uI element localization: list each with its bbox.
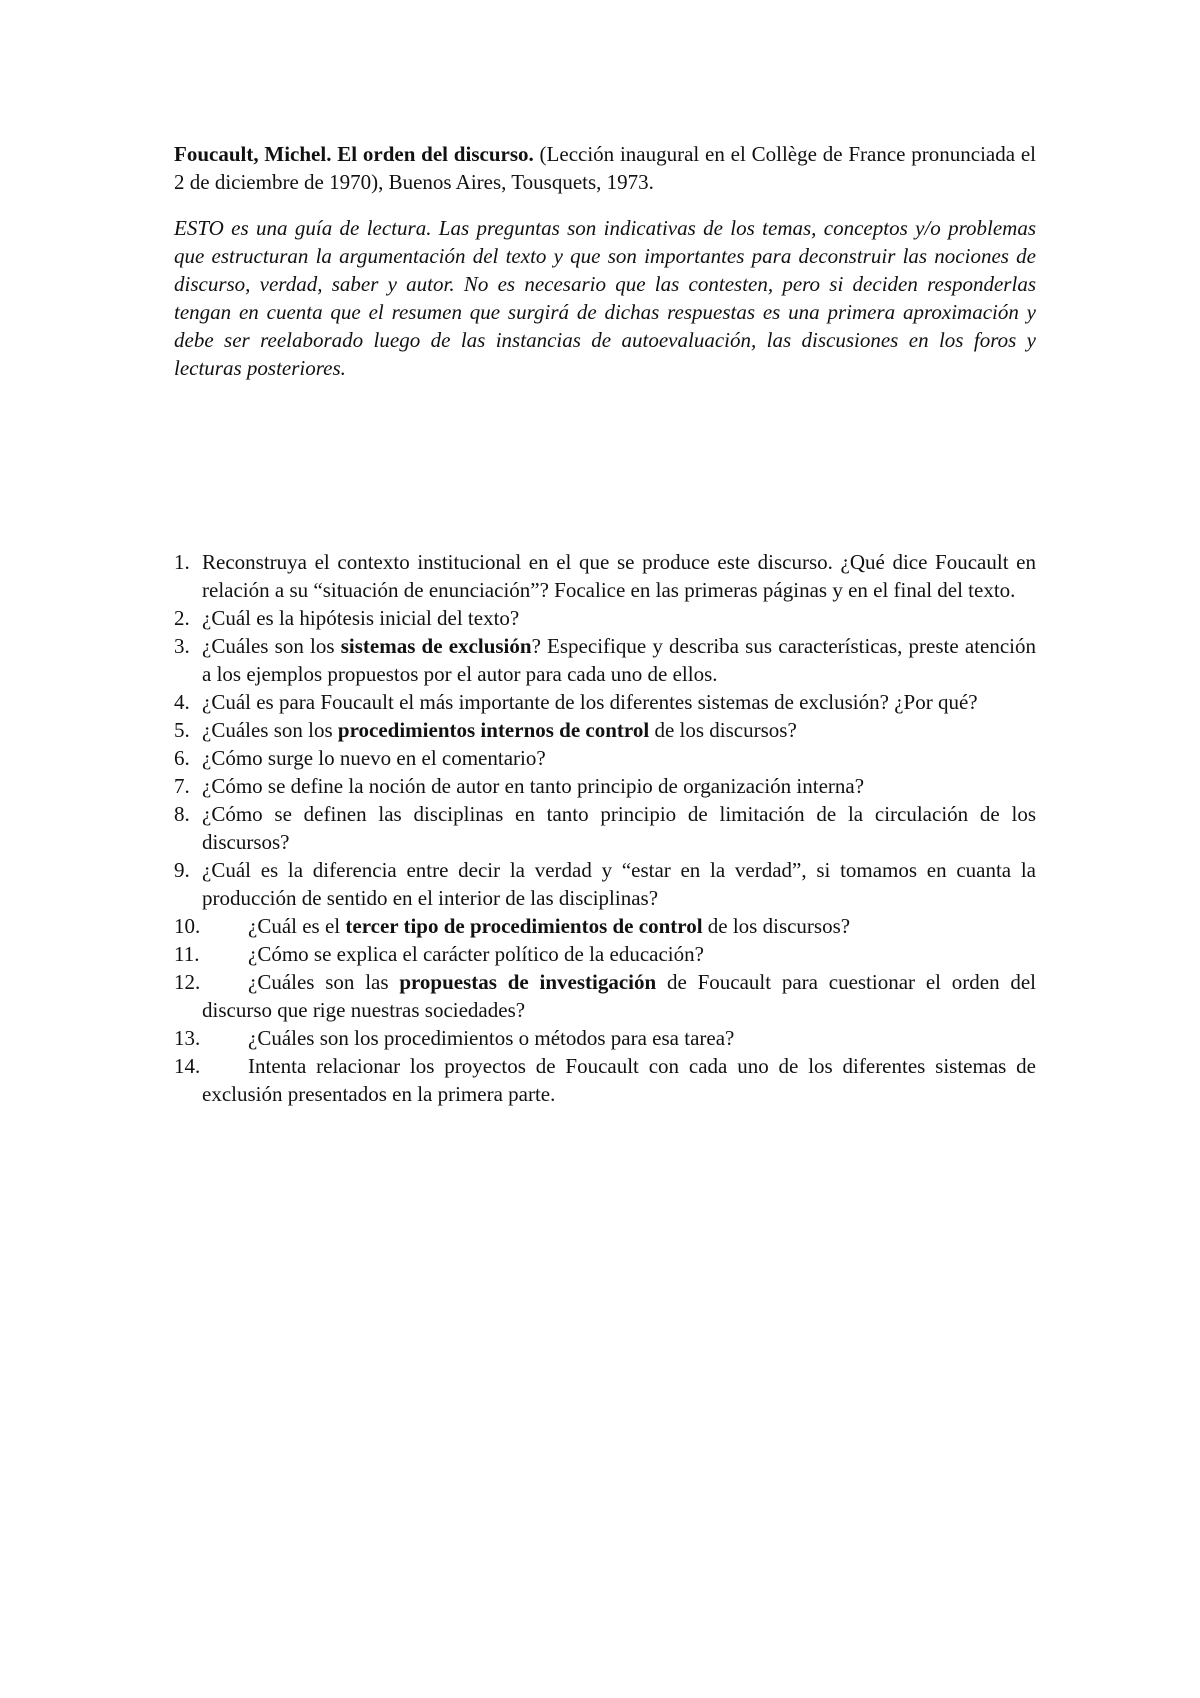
question-number: 6.	[174, 746, 190, 770]
citation-details: (Lección inaugural en el Collège de France pronunciada el 2 de diciembre de 1970), Buenos Aires, Tousquets, 1973.	[174, 142, 1037, 194]
question-text: ¿Cuáles son los procedimientos o métodos para esa tarea?	[248, 1026, 735, 1050]
citation-author: Foucault, Michel.	[174, 142, 332, 166]
question-number: 7.	[174, 774, 190, 798]
question-text-part: de Foucault para cuestionar el orden del discurso que rige nuestras sociedades?	[202, 970, 1036, 1022]
question-text: ¿Cómo se define la noción de autor en tanto principio de organización interna?	[202, 774, 865, 798]
question-text: Intenta relacionar los proyectos de Foucault con cada uno de los diferentes sistemas de exclusión presentados en la primera parte.	[202, 1054, 1036, 1106]
question-text: ¿Cuál es para Foucault el más importante de los diferentes sistemas de exclusión? ¿Por qué?	[202, 690, 978, 714]
question-item	[174, 772, 1036, 800]
question-text: ¿Cómo se definen las disciplinas en tanto principio de limitación de la circulación de los discursos?	[202, 802, 1036, 854]
question-number: 12.	[174, 970, 201, 994]
question-list	[174, 548, 1036, 1108]
question-item	[174, 912, 1036, 940]
question-text: ¿Cómo surge lo nuevo en el comentario?	[202, 746, 546, 770]
question-number: 13.	[174, 1026, 201, 1050]
citation-title: El orden del discurso.	[337, 142, 534, 166]
question-text	[202, 968, 1036, 1024]
question-number: 10.	[174, 914, 201, 938]
reading-guide-note: ESTO es una guía de lectura. Las preguntas son indicativas de los temas, conceptos y/o problemas que estructuran la argumentación del texto y que son importantes para deconstruir las nociones de discurso, verdad, saber y autor. No es necesario que las contesten, pero si deciden responderlas tengan en cuenta que el resumen que surgirá de dichas respuestas es una primera aproximación y debe ser reelaborado luego de las instancias de autoevaluación, las discusiones en los foros y lecturas posteriores.	[174, 216, 1036, 380]
question-item	[174, 632, 1036, 688]
question-number: 8.	[174, 802, 190, 826]
question-item	[174, 604, 1036, 632]
question-item	[174, 548, 1036, 604]
question-item	[174, 856, 1036, 912]
question-item	[174, 688, 1036, 716]
question-item	[174, 1052, 1036, 1108]
question-keyword: sistemas de exclusión	[340, 634, 532, 658]
question-number: 5.	[174, 718, 190, 742]
question-text: Reconstruya el contexto institucional en el que se produce este discurso. ¿Qué dice Foucault en relación a su “situación de enunciación”? Focalice en las primeras páginas y en el final del texto.	[202, 550, 1036, 602]
question-number: 11.	[174, 942, 200, 966]
question-text-part: ¿Cuáles son los	[202, 634, 341, 658]
question-text-part: de los discursos?	[649, 718, 797, 742]
question-text-part: ¿Cuáles son los	[202, 718, 338, 742]
question-text-part: de los discursos?	[702, 914, 851, 938]
question-text	[202, 716, 1036, 744]
question-number: 2.	[174, 606, 190, 630]
question-text-part: ? Especifique y describa sus características, preste atención a los ejemplos propuestos por el autor para cada uno de ellos.	[202, 634, 1037, 686]
question-keyword: procedimientos internos de control	[337, 718, 650, 742]
question-text: ¿Cómo se explica el carácter político de la educación?	[248, 942, 704, 966]
question-number: 9.	[174, 858, 190, 882]
question-text-part: ¿Cuál es el	[248, 914, 346, 938]
document-page	[174, 140, 1036, 1108]
question-text	[202, 912, 1036, 940]
question-text-part: ¿Cuáles son las	[248, 970, 400, 994]
question-item	[174, 800, 1036, 856]
question-keyword: propuestas de investigación	[399, 970, 657, 994]
question-text	[202, 632, 1036, 688]
question-item	[174, 744, 1036, 772]
question-keyword: tercer tipo de procedimientos de control	[345, 914, 703, 938]
question-number: 1.	[174, 550, 190, 574]
question-item	[174, 968, 1036, 1024]
question-item	[174, 716, 1036, 744]
question-text: ¿Cuál es la hipótesis inicial del texto?	[202, 606, 520, 630]
question-item	[174, 1024, 1036, 1052]
question-number: 14.	[174, 1054, 201, 1078]
question-text: ¿Cuál es la diferencia entre decir la verdad y “estar en la verdad”, si tomamos en cuanta la producción de sentido en el interior de las disciplinas?	[202, 858, 1036, 910]
citation	[174, 140, 1036, 196]
question-number: 3.	[174, 634, 190, 658]
question-number: 4.	[174, 690, 190, 714]
question-item	[174, 940, 1036, 968]
